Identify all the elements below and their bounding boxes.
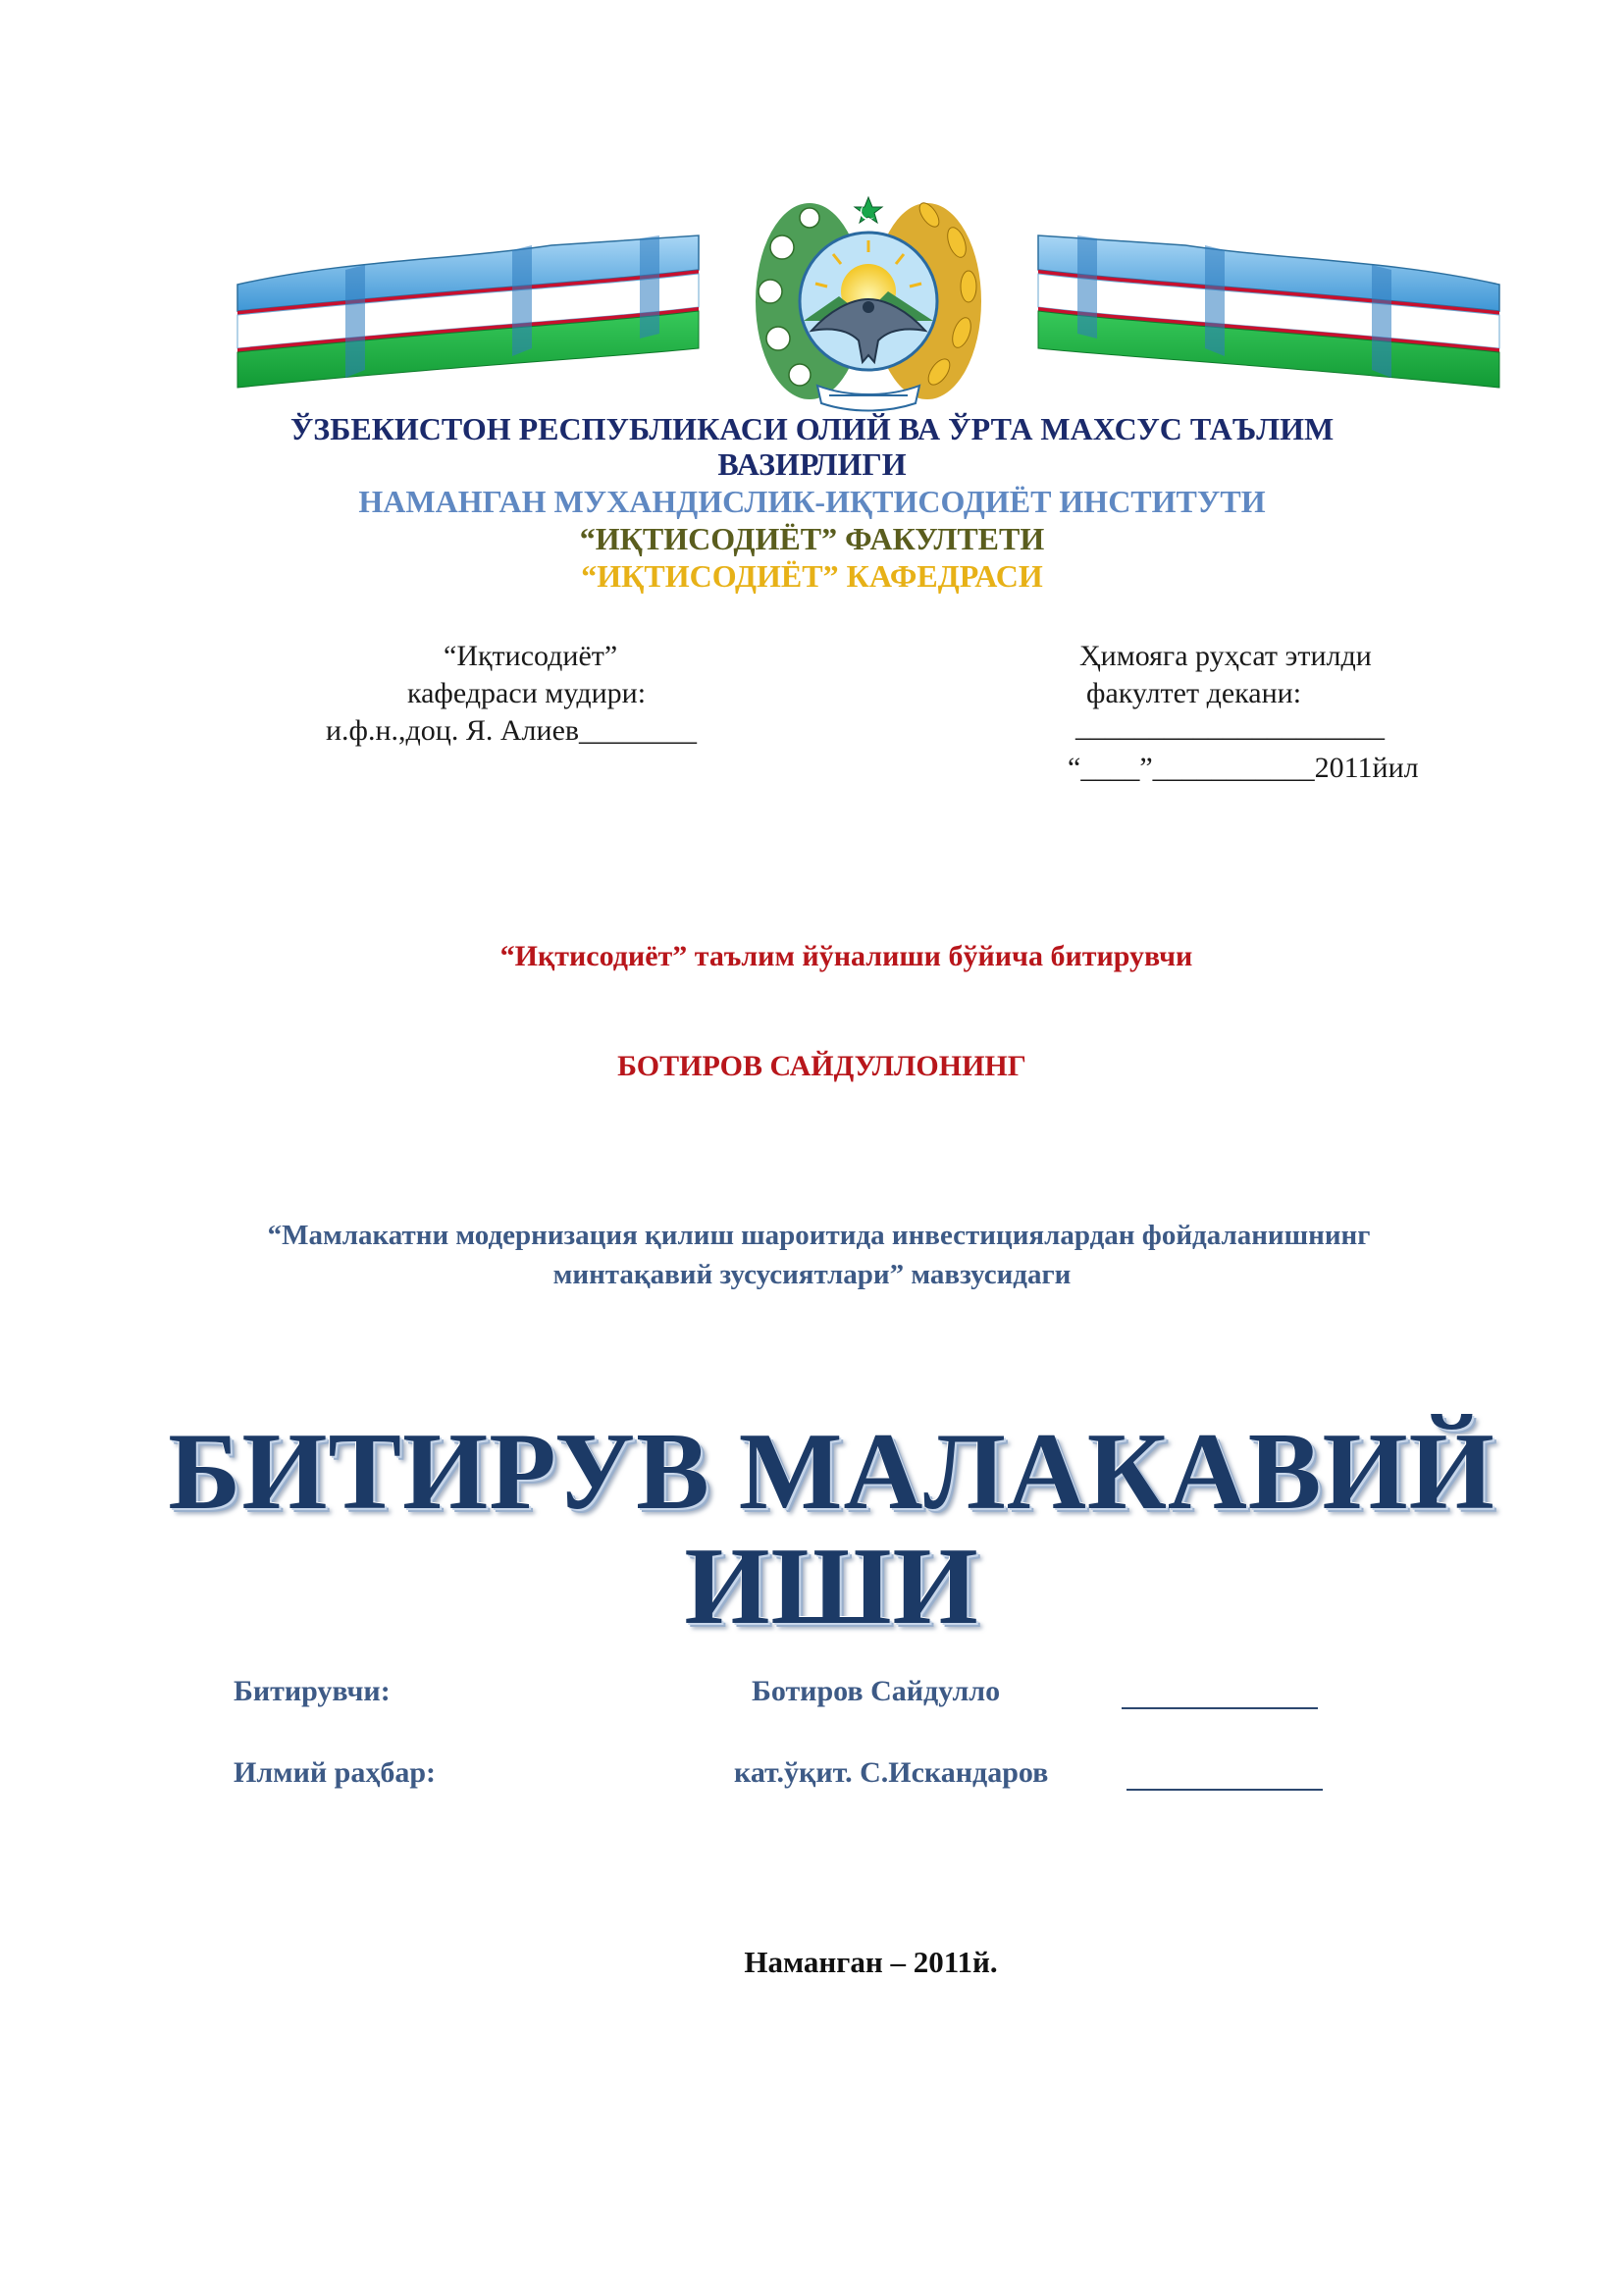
approval-right-line4: “____”___________2011йил — [1068, 752, 1419, 784]
department-title: “ИҚТИСОДИЁТ” КАФЕДРАСИ — [581, 558, 1043, 594]
emblem-banner — [228, 191, 1509, 417]
faculty-title: “ИҚТИСОДИЁТ” ФАКУЛТЕТИ — [579, 521, 1045, 556]
graduate-signatory-name: Ботиров Сайдулло — [752, 1675, 1001, 1707]
topic-line1: “Мамлакатни модернизация қилиш шароитида инвестициялардан фойдаланишнинг — [267, 1220, 1371, 1251]
document-title-line1: БИТИРУВ МАЛАКАВИЙ — [168, 1411, 1495, 1533]
approval-left-line2: кафедраси мудири: — [407, 677, 647, 709]
graduate-name: БОТИРОВ САЙДУЛЛОНИНГ — [617, 1050, 1026, 1082]
ministry-title-line1: ЎЗБЕКИСТОН РЕСПУБЛИКАСИ ОЛИЙ ВА ЎРТА МАХСУС ТАЪЛИМ — [289, 411, 1335, 446]
approval-left-line1: “Иқтисодиёт” — [444, 640, 618, 672]
document-title-line2: ИШИ — [684, 1526, 979, 1647]
coat-of-arms-emblem — [756, 197, 981, 411]
graduate-label: Битирувчи: — [234, 1675, 391, 1707]
left-flag-ribbon — [237, 235, 699, 388]
supervisor-name: кат.ўқит. С.Искандаров — [734, 1756, 1049, 1789]
topic-line2: минтақавий зусусиятлари” мавзусидаги — [552, 1259, 1072, 1290]
institute-title: НАМАНГАН МУХАНДИСЛИК-ИҚТИСОДИЁТ ИНСТИТУТИ — [358, 484, 1266, 519]
approval-right-line1: Ҳимояга руҳсат этилди — [1079, 640, 1372, 672]
supervisor-signature-line — [1126, 1789, 1323, 1791]
supervisor-label: Илмий раҳбар: — [234, 1756, 437, 1789]
graduate-signature-line — [1122, 1707, 1318, 1709]
approval-right-line2: факултет декани: — [1086, 677, 1302, 709]
right-flag-ribbon — [1038, 235, 1499, 388]
ministry-title-line2: ВАЗИРЛИГИ — [717, 446, 907, 482]
approval-right-line3: _____________________ — [1075, 710, 1385, 743]
approval-left-line3: и.ф.н.,доц. Я. Алиев________ — [326, 714, 698, 747]
graduate-direction: “Иқтисодиёт” таълим йўналиши бўйича битирувчи — [499, 940, 1193, 972]
city-year: Наманган – 2011й. — [744, 1945, 998, 1979]
